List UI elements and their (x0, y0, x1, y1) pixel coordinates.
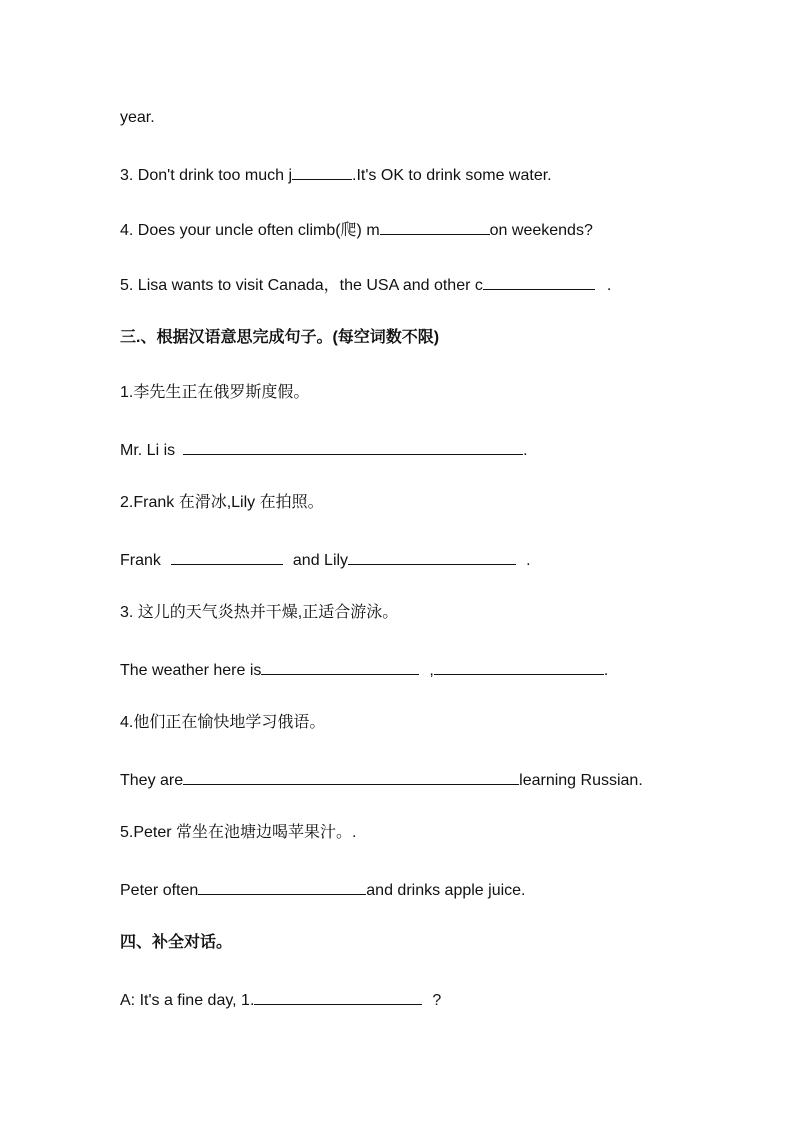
text: A: It's a fine day, 1. (120, 992, 255, 1009)
text: , (429, 662, 434, 679)
question-1 (120, 382, 309, 404)
answer-blank[interactable] (434, 657, 604, 675)
text: ? (432, 992, 442, 1009)
answer-line-2 (120, 547, 531, 572)
text: and drinks apple juice. (366, 882, 526, 899)
text: . (603, 662, 609, 679)
text: on weekends? (489, 222, 593, 239)
exercise-item-4 (120, 217, 593, 242)
question-5 (120, 822, 356, 844)
answer-blank[interactable] (183, 767, 519, 785)
text: 3. 这儿的天气炎热并干燥,正适合游泳。 (120, 604, 399, 621)
text: Mr. Li is (120, 442, 176, 459)
text: Peter often (120, 882, 199, 899)
text: Frank (120, 552, 161, 569)
answer-line-4 (120, 767, 643, 792)
text: . (523, 442, 528, 459)
exercise-item-3 (120, 162, 552, 187)
text: 4.他们正在愉快地学习俄语。 (120, 714, 326, 731)
answer-blank[interactable] (261, 657, 419, 675)
text: . (526, 552, 531, 569)
answer-blank[interactable] (483, 272, 595, 290)
answer-blank[interactable] (254, 987, 422, 1005)
text: learning Russian. (519, 772, 643, 789)
text: year. (120, 109, 155, 126)
text: They are (120, 772, 184, 789)
text: 3. Don't drink too much j (120, 167, 293, 184)
answer-line-5 (120, 877, 526, 902)
text: 5.Peter 常坐在池塘边喝苹果汁。. (120, 824, 357, 841)
text: and Lily (292, 552, 349, 569)
text: 2.Frank 在滑冰,Lily 在拍照。 (120, 494, 324, 511)
heading-text: 三.、根据汉语意思完成句子。(每空词数不限) (120, 329, 440, 346)
answer-blank[interactable] (171, 547, 283, 565)
answer-blank[interactable] (380, 217, 490, 235)
heading-text: 四、补全对话。 (120, 934, 233, 951)
answer-blank[interactable] (198, 877, 366, 895)
answer-blank[interactable] (292, 162, 352, 180)
exercise-item-5 (120, 272, 611, 297)
text: 1.李先生正在俄罗斯度假。 (120, 384, 310, 401)
question-4 (120, 712, 325, 734)
answer-blank[interactable] (348, 547, 516, 565)
text: 5. Lisa wants to visit Canada，the USA and other c (120, 277, 483, 294)
section-heading-4 (120, 932, 232, 954)
answer-line-1 (120, 437, 528, 462)
text-line (120, 107, 155, 129)
text: 4. Does your uncle often climb(爬) m (120, 222, 380, 239)
text: . (606, 277, 612, 294)
section-heading-3 (120, 327, 439, 349)
question-2 (120, 492, 324, 514)
text: .It's OK to drink some water. (352, 167, 552, 184)
dialogue-line-1 (120, 987, 441, 1012)
answer-blank[interactable] (183, 437, 523, 455)
text: The weather here is (120, 662, 262, 679)
answer-line-3 (120, 657, 608, 682)
question-3 (120, 602, 398, 624)
